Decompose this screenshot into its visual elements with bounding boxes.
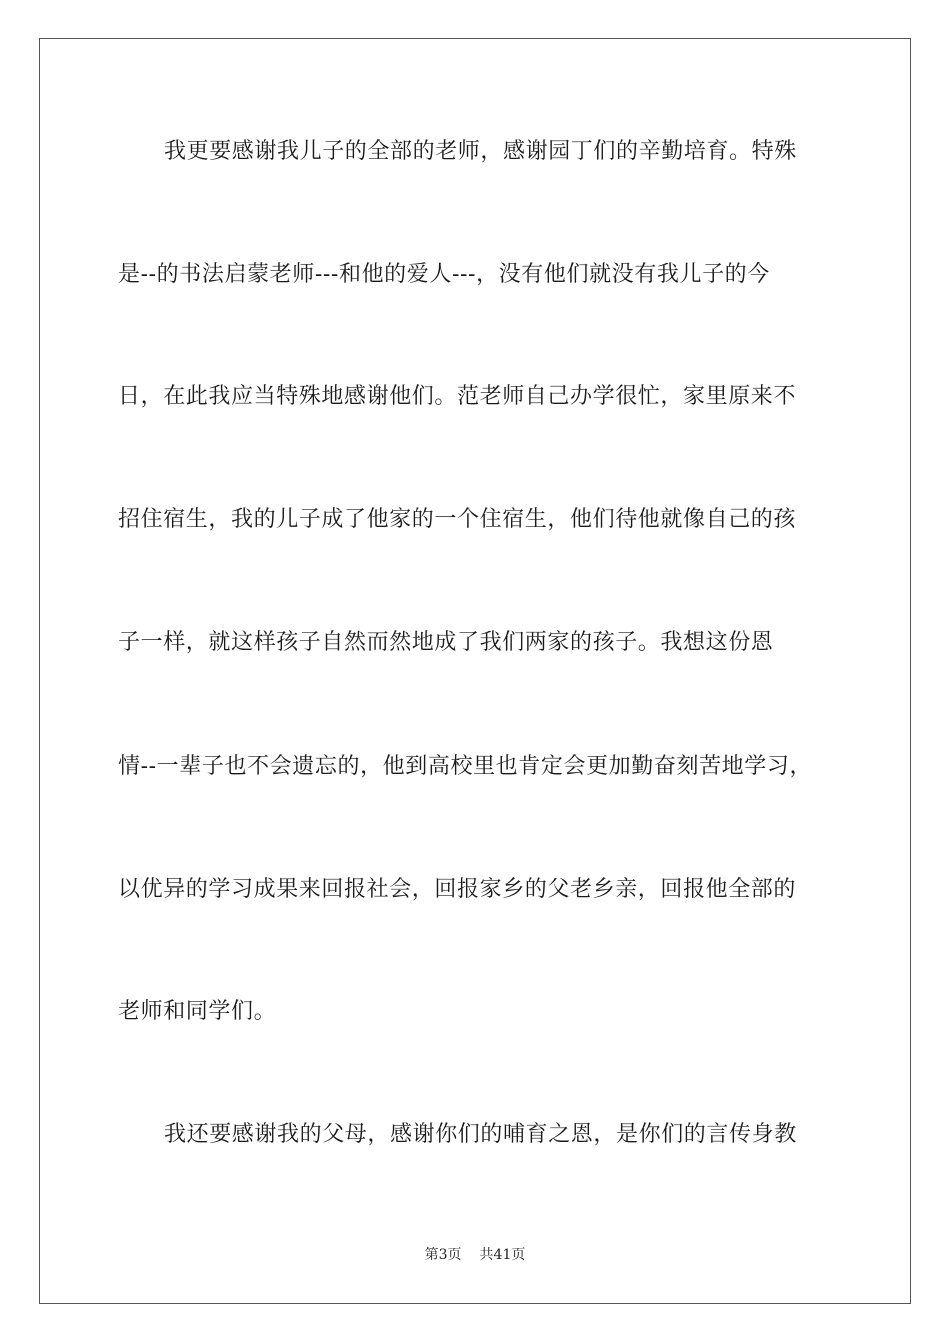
page-total: 共41页 xyxy=(479,1247,526,1263)
paragraph-line-2: 是--的书法启蒙老师---和他的爱人---，没有他们就没有我儿子的今 xyxy=(118,262,770,287)
page-number: 第3页 xyxy=(424,1247,462,1263)
paragraph-line-8: 老师和同学们。 xyxy=(118,999,277,1024)
page-footer xyxy=(0,1245,950,1265)
paragraph-line-7: 以优异的学习成果来回报社会，回报家乡的父老乡亲，回报他全部的 xyxy=(118,877,797,902)
paragraph-line-4: 招住宿生，我的儿子成了他家的一个住宿生，他们待他就像自己的孩 xyxy=(118,507,797,532)
paragraph-line-9: 我还要感谢我的父母，感谢你们的哺育之恩，是你们的言传身教 xyxy=(164,1122,797,1147)
paragraph-line-1: 我更要感谢我儿子的全部的老师，感谢园丁们的辛勤培育。特殊 xyxy=(164,139,797,164)
paragraph-line-3: 日，在此我应当特殊地感谢他们。范老师自己办学很忙，家里原来不 xyxy=(118,384,797,409)
page-border xyxy=(39,38,911,1304)
paragraph-line-5: 子一样，就这样孩子自然而然地成了我们两家的孩子。我想这份恩 xyxy=(118,630,774,655)
paragraph-line-6: 情--一辈子也不会遗忘的，他到高校里也肯定会更加勤奋刻苦地学习， xyxy=(118,754,813,779)
